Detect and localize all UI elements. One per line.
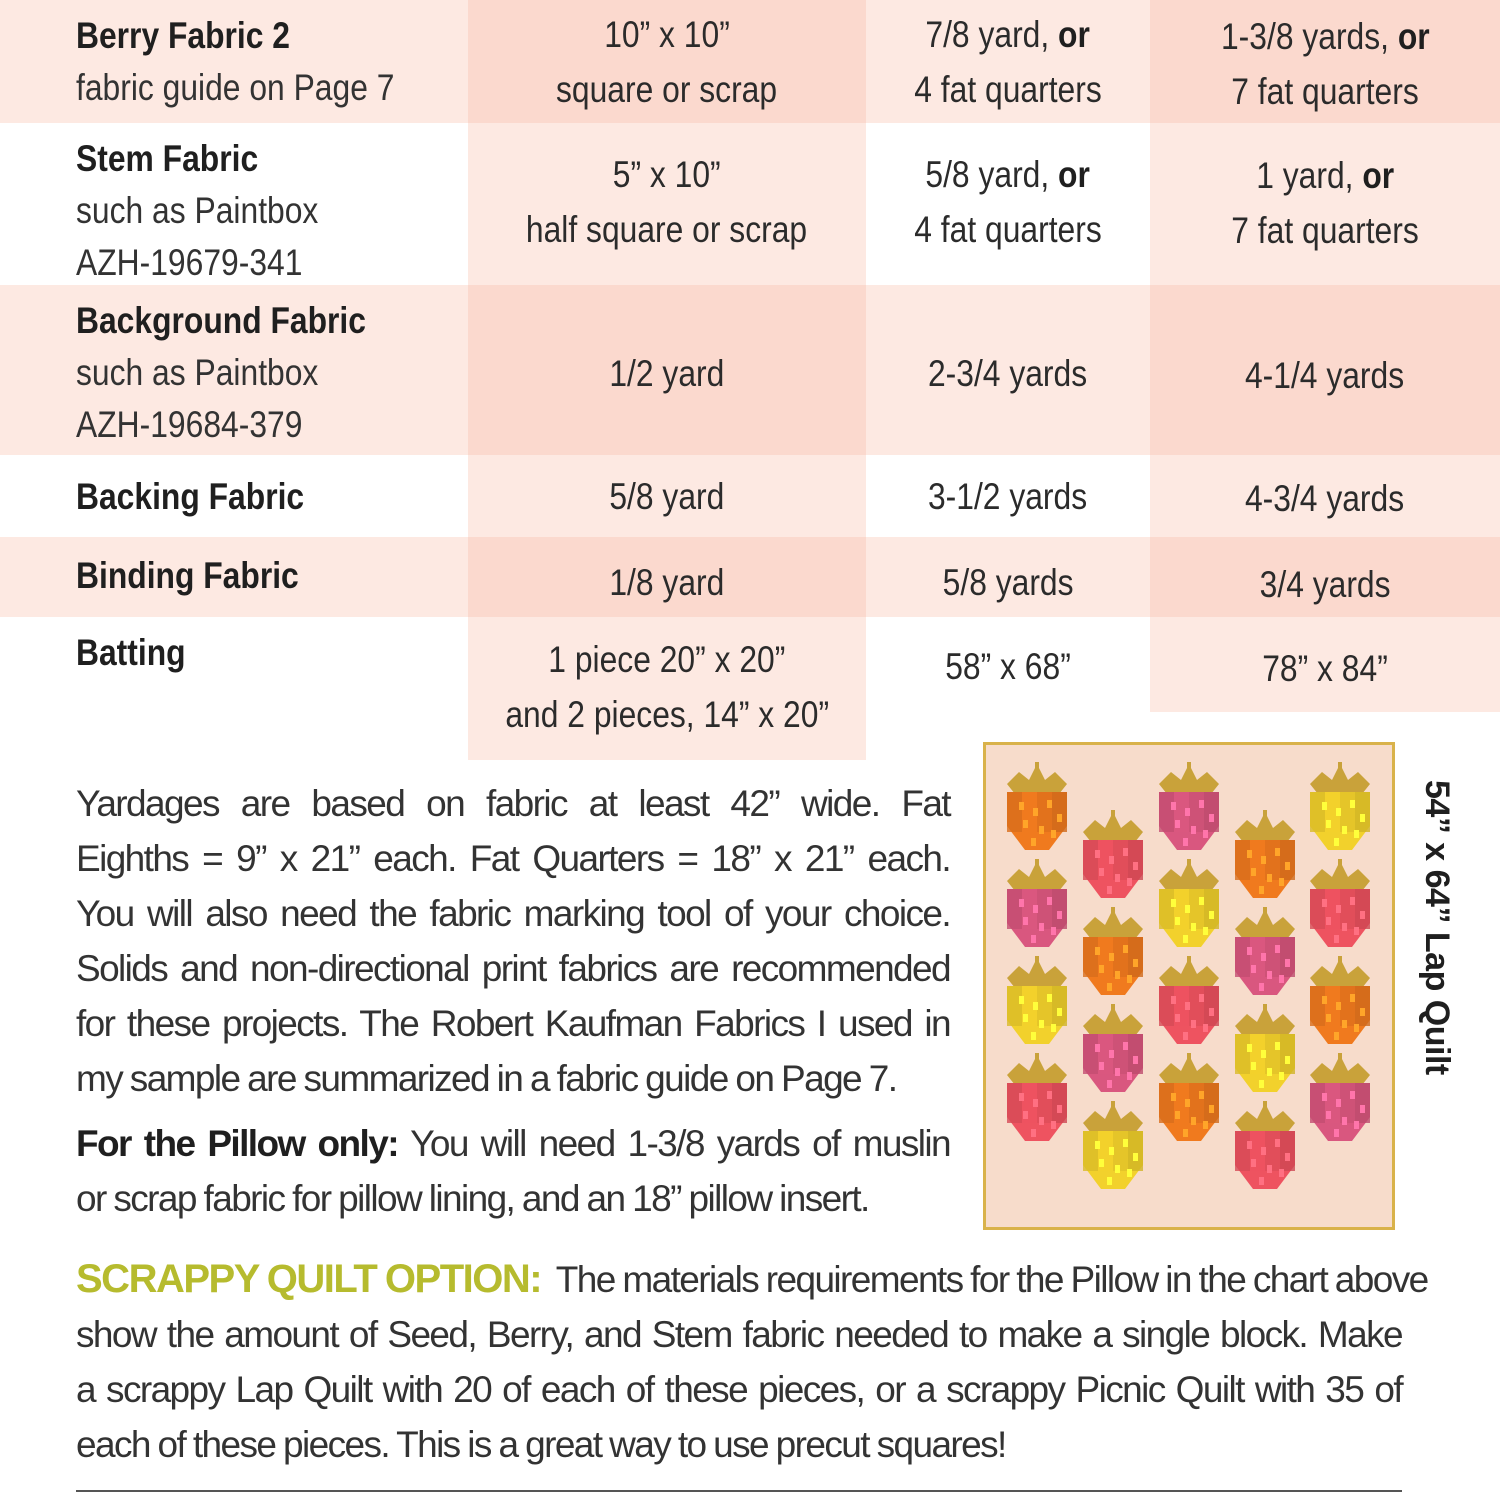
strawberry-block [1235,907,1295,995]
row-label-cell [0,0,468,123]
row-label-cell [0,537,468,617]
strawberry-block [1159,859,1219,947]
table-row-backing-fabric [0,455,1500,537]
lap-cell [866,123,1150,285]
strawberry-block [1007,1053,1067,1141]
lap-value: 4 fat quarters [914,69,1102,110]
lap-cell [866,455,1150,537]
pillow-cell [468,285,866,455]
picnic-value: 1-3/8 yards, [1220,16,1398,57]
lap-value: 3-1/2 yards [928,476,1088,517]
strawberry-block [1235,1101,1295,1189]
row-label-cell [0,617,468,760]
table-row-background-fabric [0,285,1500,455]
row-title: Berry Fabric 2 [76,15,291,56]
strawberry-block [1235,810,1295,898]
strawberry-block [1159,1053,1219,1141]
row-subtitle: AZH-19684-379 [76,404,303,445]
strawberry-block [1159,762,1219,850]
paragraph-line: or scrap fabric for pillow lining, and an 18” pillow insert. [76,1178,869,1219]
lap-value: 2-3/4 yards [928,353,1088,394]
row-title: Binding Fabric [76,555,299,596]
or-label: or [1362,155,1394,196]
strawberry-block [1083,907,1143,995]
paragraph-line: Yardages are based on fabric at least 42” wide. Fat [76,783,950,824]
lap-quilt-image [983,742,1395,1230]
picnic-cell [1150,0,1500,123]
or-label: or [1397,16,1430,57]
table-row-batting [0,617,1500,760]
pillow-value: 1/2 yard [609,353,725,394]
scrappy-quilt-option [76,1252,1428,1472]
pillow-value: and 2 pieces, 14” x 20” [505,694,829,735]
pillow-value: half square or scrap [526,209,808,250]
row-title: Backing Fabric [76,476,305,517]
divider-rule [76,1490,1402,1492]
strawberry-block [1007,762,1067,850]
picnic-cell [1150,617,1500,712]
lap-cell [866,0,1150,123]
strawberry-block [1007,859,1067,947]
picnic-cell [1150,537,1500,617]
picnic-value: 3/4 yards [1259,564,1391,605]
row-subtitle: fabric guide on Page 7 [76,67,395,108]
lap-value: 5/8 yard, [925,154,1059,195]
paragraph-line: You will need 1-3/8 yards of muslin [397,1123,950,1164]
row-label-cell [0,285,468,455]
pillow-value: square or scrap [556,69,778,110]
picnic-cell [1150,123,1500,285]
table-row-berry-fabric-2 [0,0,1500,123]
lap-cell [866,537,1150,617]
strawberry-block [1310,1053,1370,1141]
pillow-cell [468,123,866,285]
picnic-cell [1150,285,1500,455]
pillow-value: 1/8 yard [609,562,725,603]
paragraph-line: The materials requirements for the Pillow in the chart above [555,1259,1428,1300]
strawberry-block [1083,1101,1143,1189]
lap-value: 4 fat quarters [914,209,1102,250]
pillow-cell [468,617,866,760]
picnic-value: 7 fat quarters [1231,210,1419,251]
pillow-value: 5/8 yard [609,476,725,517]
quilt-caption [1410,780,1460,1100]
pillow-value: 1 piece 20” x 20” [548,639,786,680]
row-title: Stem Fabric [76,138,259,179]
lap-cell [866,285,1150,455]
paragraph-line: my sample are summarized in a fabric guide on Page 7. [76,1058,897,1099]
quilt-size-label: 54” x 64” Lap Quilt [1418,780,1456,1075]
strawberry-block [1310,956,1370,1044]
picnic-value: 4-1/4 yards [1245,355,1405,396]
lap-value: 5/8 yards [942,562,1074,603]
picnic-value: 78” x 84” [1262,648,1388,689]
row-title: Batting [76,632,186,673]
strawberry-block [1310,859,1370,947]
strawberry-block [1310,762,1370,850]
row-label-cell [0,123,468,285]
picnic-value: 1 yard, [1256,155,1363,196]
row-subtitle: such as Paintbox [76,190,319,231]
paragraph-line: a scrappy Lap Quilt with 20 of each of these pieces, or a scrappy Picnic Quilt with 35 of [76,1369,1402,1410]
row-label-cell [0,455,468,537]
paragraph-line: each of these pieces. This is a great way to use precut squares! [76,1424,1006,1465]
strawberry-block [1007,956,1067,1044]
or-label: or [1058,154,1091,195]
strawberry-block [1235,1004,1295,1092]
lap-value: 58” x 68” [945,646,1071,687]
pillow-only-label: For the Pillow only: [76,1123,398,1164]
strawberry-block [1083,1004,1143,1092]
row-subtitle: AZH-19679-341 [76,242,303,283]
picnic-value: 4-3/4 yards [1245,478,1405,519]
pillow-value: 5” x 10” [613,154,721,195]
paragraph-line: Eighths = 9” x 21” each. Fat Quarters = 18” x 21” each. [76,838,950,879]
picnic-cell [1150,455,1500,537]
pillow-paragraph [76,1116,950,1226]
paragraph-line: You will also need the fabric marking tool of your choice. [76,893,950,934]
paragraph-line: show the amount of Seed, Berry, and Stem fabric needed to make a single block. Make [76,1314,1402,1355]
pillow-cell [468,537,866,617]
lap-value: 7/8 yard, [925,14,1059,55]
row-subtitle: such as Paintbox [76,352,319,393]
strawberry-block [1083,810,1143,898]
pillow-cell [468,455,866,537]
or-label: or [1058,14,1091,55]
pillow-value: 10” x 10” [604,14,730,55]
picnic-value: 7 fat quarters [1231,71,1419,112]
yardage-notes [76,776,950,1226]
yardage-paragraph [76,776,950,1106]
table-row-stem-fabric [0,123,1500,285]
pillow-cell [468,0,866,123]
scrappy-heading: SCRAPPY QUILT OPTION: [76,1257,542,1301]
row-title: Background Fabric [76,300,366,341]
lap-cell [866,617,1150,760]
paragraph-line: for these projects. The Robert Kaufman Fabrics I used in [76,1003,950,1044]
paragraph-line: Solids and non-directional print fabrics are recommended [76,948,950,989]
table-row-binding-fabric [0,537,1500,617]
strawberry-block [1159,956,1219,1044]
